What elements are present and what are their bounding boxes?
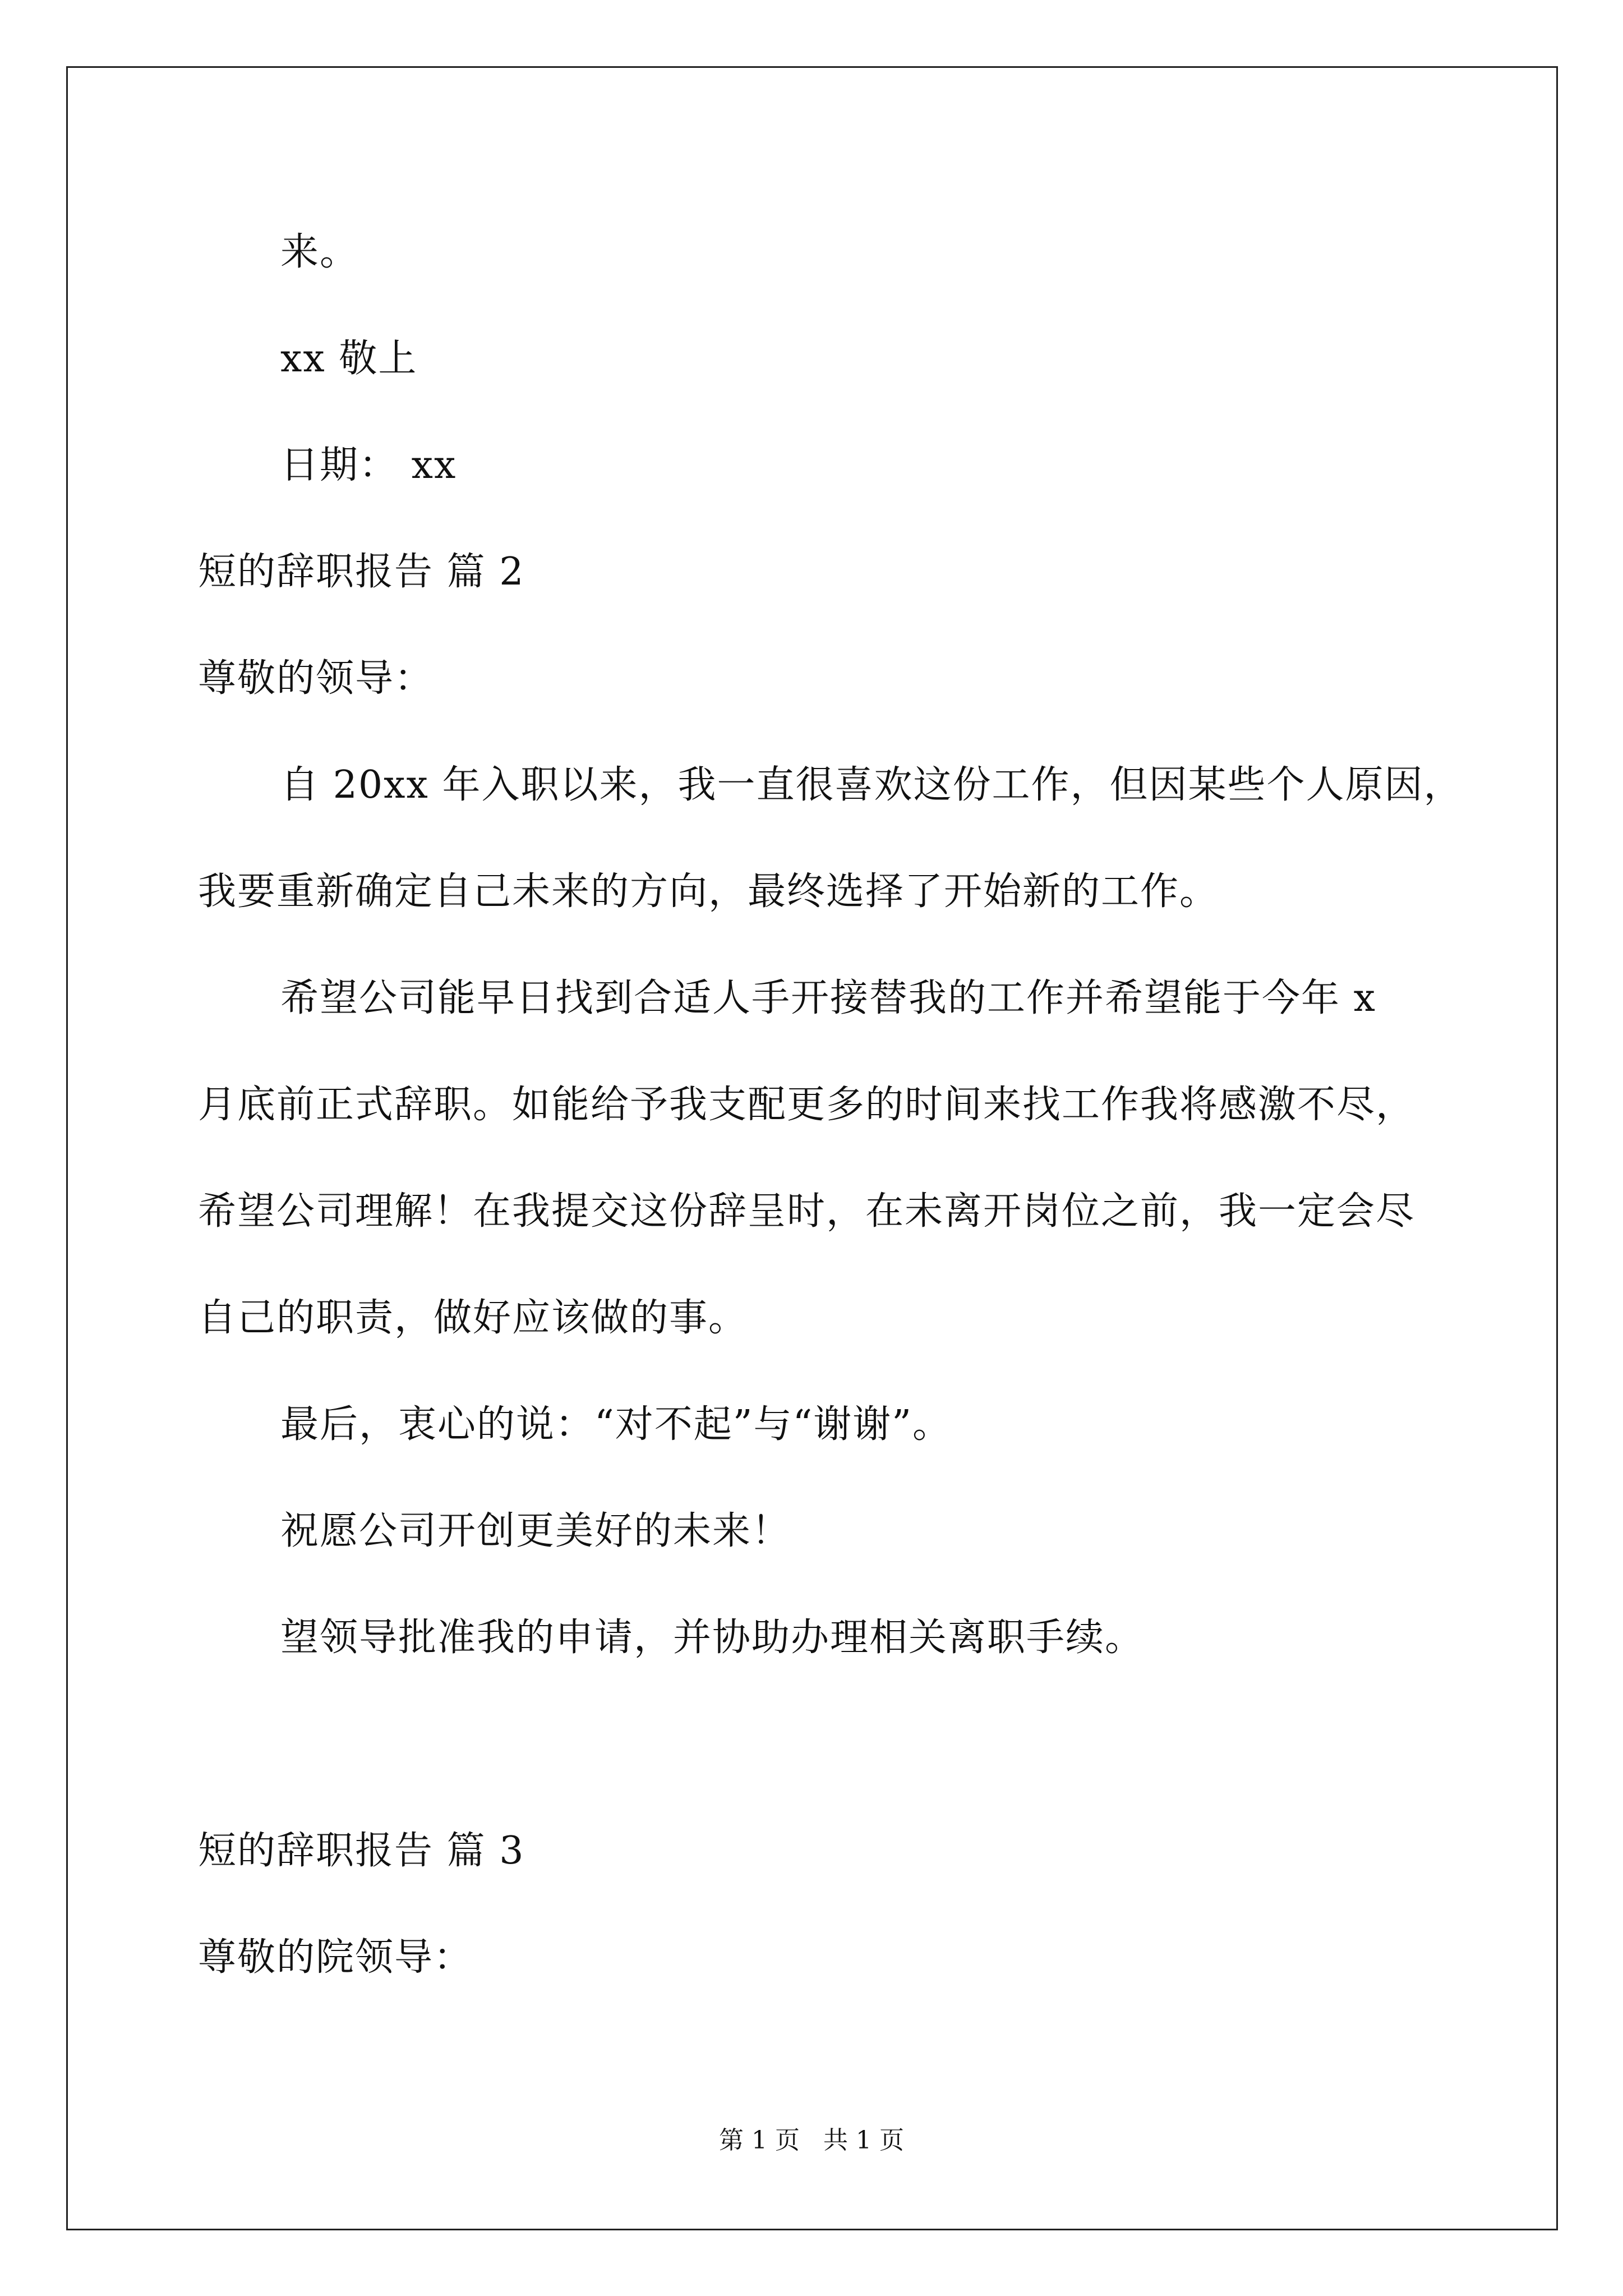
date-line: 日期： xx bbox=[280, 443, 457, 487]
paragraph-line: 祝愿公司开创更美好的未来！ bbox=[280, 1509, 791, 1553]
salutation: 尊敬的领导： bbox=[198, 656, 434, 701]
paragraph-line: 望领导批准我的申请，并协助办理相关离职手续。 bbox=[280, 1616, 1145, 1660]
signature-line: xx 敬上 bbox=[280, 337, 418, 381]
section-heading: 短的辞职报告 篇 2 bbox=[198, 550, 525, 594]
section-heading: 短的辞职报告 篇 3 bbox=[198, 1829, 525, 1873]
paragraph-line: 最后，衷心的说：“对不起”与“谢谢”。 bbox=[280, 1402, 952, 1447]
paragraph-line: 自己的职责，做好应该做的事。 bbox=[198, 1296, 748, 1340]
page-number: 第 1 页 共 1 页 bbox=[719, 2126, 904, 2155]
paragraph-line: 我要重新确定自己未来的方向，最终选择了开始新的工作。 bbox=[198, 869, 1219, 914]
closing-line: 来。 bbox=[280, 230, 359, 274]
paragraph-line: 希望公司能早日找到合适人手开接替我的工作并希望能于今年 x bbox=[280, 976, 1376, 1020]
paragraph-line: 自 20xx 年入职以来，我一直很喜欢这份工作，但因某些个人原因， bbox=[280, 763, 1463, 807]
paragraph-line: 希望公司理解！在我提交这份辞呈时，在未离开岗位之前，我一定会尽 bbox=[198, 1189, 1415, 1234]
page-border bbox=[66, 66, 1558, 2230]
paragraph-line: 月底前正式辞职。如能给予我支配更多的时间来找工作我将感激不尽， bbox=[198, 1083, 1415, 1127]
salutation: 尊敬的院领导： bbox=[198, 1935, 473, 1980]
